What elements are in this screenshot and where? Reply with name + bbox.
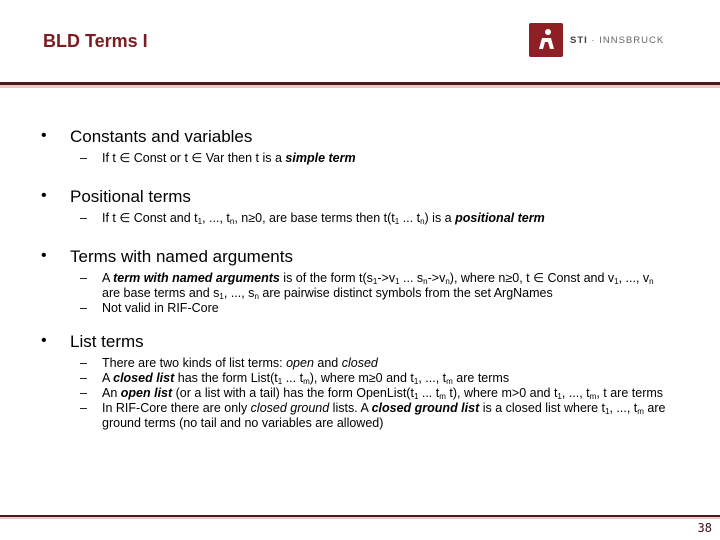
bullet-icon: • xyxy=(41,127,47,144)
subscript: 1 xyxy=(395,277,400,286)
sub-bullet-list xyxy=(80,271,670,316)
text-segment: If t ∈ Const or t ∈ Var then t is a xyxy=(102,151,286,165)
text-segment: t), where m>0 and t xyxy=(445,386,558,400)
text-segment: , ..., t xyxy=(561,386,590,400)
subscript: 1 xyxy=(605,407,610,416)
emphasized-text: positional term xyxy=(455,211,545,225)
dash-icon: – xyxy=(80,271,87,285)
dash-icon: – xyxy=(80,356,87,370)
logo-text: STI · INNSBRUCK xyxy=(570,34,665,46)
subscript: 1 xyxy=(614,277,619,286)
text-segment: , ..., t xyxy=(609,401,638,415)
subscript: m xyxy=(637,407,644,416)
text-segment: , t are terms xyxy=(596,386,664,400)
text-segment: ->v xyxy=(377,271,396,285)
subscript: 1 xyxy=(394,217,400,226)
slide-title: BLD Terms I xyxy=(43,31,148,51)
subscript: n xyxy=(423,277,428,286)
text-segment: are base terms and s xyxy=(102,286,220,300)
section-heading: List terms xyxy=(70,332,144,351)
text-segment: ... t xyxy=(282,371,304,385)
text-segment: A xyxy=(102,271,114,285)
sub-bullet-item xyxy=(80,211,670,226)
text-segment: has the form List(t xyxy=(174,371,278,385)
subscript: n xyxy=(445,277,450,286)
subscript: 1 xyxy=(197,217,203,226)
subscript: 1 xyxy=(413,377,419,386)
dash-icon: – xyxy=(80,371,87,385)
text-segment: is of the form t(s xyxy=(279,271,373,285)
text-segment: An xyxy=(102,386,121,400)
text-segment: In RIF-Core there are only xyxy=(102,401,251,415)
subscript: n xyxy=(254,292,259,301)
sub-bullet-list xyxy=(80,211,670,226)
text-segment: ... s xyxy=(399,271,424,285)
page-number: 38 xyxy=(697,521,712,535)
emphasized-text: closed list xyxy=(113,371,175,385)
text-segment: There are two kinds of list terms: xyxy=(102,356,287,370)
text-segment: ), where m≥0 and t xyxy=(309,371,414,385)
subscript: n xyxy=(649,277,654,286)
subscript: m xyxy=(446,377,453,386)
text-segment: ) is a xyxy=(424,211,456,225)
text-segment: If t ∈ Const and t xyxy=(102,211,198,225)
sub-bullet-item xyxy=(80,301,670,316)
text-segment: lists. A xyxy=(329,401,372,415)
text-segment: A xyxy=(102,371,114,385)
sub-bullet-item xyxy=(80,371,670,386)
text-segment: are ground terms (no tail and no variables are allowed) xyxy=(102,401,666,430)
emphasized-text: closed ground xyxy=(250,401,330,415)
subscript: m xyxy=(303,377,310,386)
subscript: m xyxy=(589,392,597,401)
emphasized-text: open list xyxy=(120,386,173,400)
emphasized-text: simple term xyxy=(285,151,356,165)
emphasized-text: closed xyxy=(341,356,378,370)
emphasized-text: term with named arguments xyxy=(113,271,280,285)
sti-innsbruck-logo xyxy=(529,23,664,57)
text-segment: are terms xyxy=(452,371,510,385)
subscript: 1 xyxy=(277,377,283,386)
sub-bullet-item xyxy=(80,356,670,371)
header-rule-shadow xyxy=(0,85,720,88)
text-segment: ->v xyxy=(427,271,446,285)
sub-bullet-item xyxy=(80,386,670,401)
logo-figure-icon xyxy=(529,23,563,57)
section-heading: Positional terms xyxy=(70,187,191,206)
text-segment: (or a list with a tail) has the form OpenList(t xyxy=(172,386,414,400)
subscript: n xyxy=(420,217,425,226)
text-segment: , ..., t xyxy=(202,211,230,225)
sub-bullet-item xyxy=(80,271,670,301)
subscript: m xyxy=(439,392,446,401)
text-segment: , ..., s xyxy=(223,286,255,300)
dash-icon: – xyxy=(80,386,87,400)
subscript: n xyxy=(229,217,235,226)
text-segment: , ..., v xyxy=(618,271,650,285)
section-heading: Terms with named arguments xyxy=(70,247,293,266)
dash-icon: – xyxy=(80,151,87,165)
text-segment: Not valid in RIF-Core xyxy=(102,301,219,315)
bullet-icon: • xyxy=(41,247,47,264)
text-segment: , ..., t xyxy=(418,371,447,385)
sub-bullet-item xyxy=(80,401,670,431)
text-segment: ... t xyxy=(399,211,421,225)
subscript: 1 xyxy=(557,392,562,401)
footer-rule-shadow xyxy=(0,517,720,519)
text-segment: and xyxy=(313,356,342,370)
text-segment: are pairwise distinct symbols from the set ArgNames xyxy=(258,286,553,300)
emphasized-text: open xyxy=(286,356,314,370)
dash-icon: – xyxy=(80,301,87,315)
text-segment: , n≥0, are base terms then t(t xyxy=(234,211,395,225)
sub-bullet-item xyxy=(80,151,670,166)
subscript: 1 xyxy=(219,292,224,301)
emphasized-text: closed ground list xyxy=(371,401,480,415)
section-heading: Constants and variables xyxy=(70,127,253,146)
sub-bullet-list xyxy=(80,356,670,431)
sub-bullet-list xyxy=(80,151,670,166)
bullet-icon: • xyxy=(41,332,47,349)
text-segment: ... t xyxy=(418,386,440,400)
subscript: 1 xyxy=(372,277,378,286)
bullet-icon: • xyxy=(41,187,47,204)
subscript: 1 xyxy=(413,392,419,401)
dash-icon: – xyxy=(80,401,87,415)
text-segment: ), where n≥0, t ∈ Const and v xyxy=(449,271,615,285)
text-segment: is a closed list where t xyxy=(479,401,605,415)
dash-icon: – xyxy=(80,211,87,225)
